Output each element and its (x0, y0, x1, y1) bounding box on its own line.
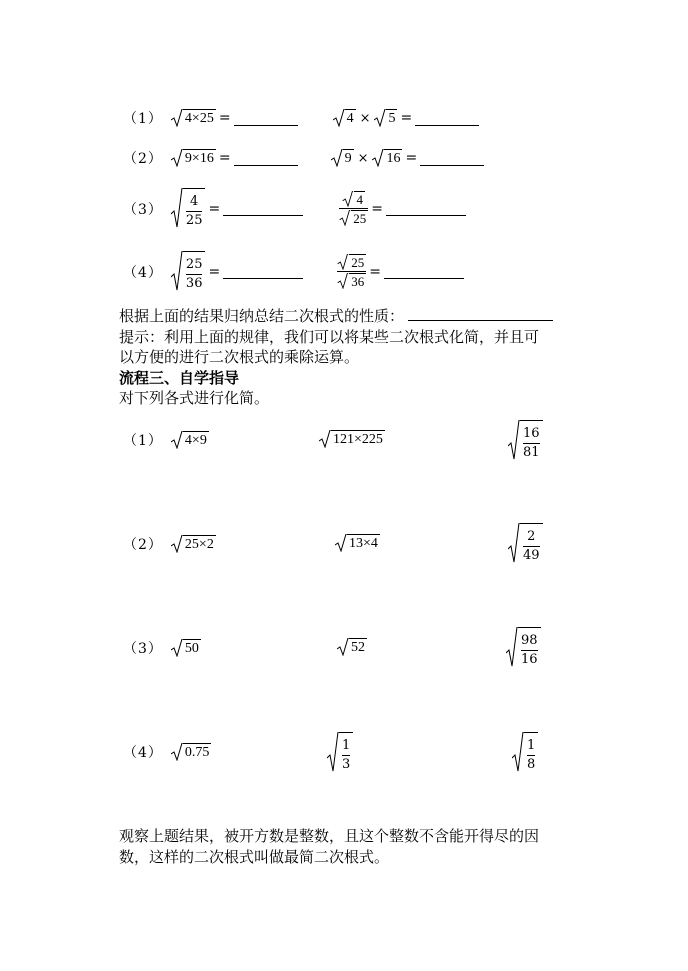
radical-sign (331, 149, 343, 167)
numerator: 98 (521, 633, 538, 648)
sqrt-expression (337, 254, 366, 270)
radical-sign (372, 149, 384, 167)
numerator: 4 (190, 194, 199, 209)
instruction-text: 对下列各式进行化简。 (119, 389, 270, 407)
equals-sign: = (218, 110, 231, 126)
answer-blank[interactable] (386, 201, 466, 216)
row-label: （4） (123, 745, 163, 761)
radical-sign (339, 210, 351, 226)
radical-sign (374, 109, 386, 127)
sqrt-expression (331, 149, 354, 167)
radicand: 36 (351, 274, 365, 289)
sqrt-expression (337, 273, 366, 289)
exercise-row-2 (123, 148, 484, 168)
conclusion-line-2: 数，这样的二次根式叫做最简二次根式。 (119, 848, 390, 866)
radicand: 4 (346, 111, 354, 126)
times-sign: × (357, 150, 369, 166)
radical-sign (171, 188, 183, 228)
radicand: 121×225 (333, 432, 383, 447)
radicand: 16 (386, 151, 401, 166)
radical-sign (335, 534, 347, 552)
simplify-row-2 (123, 534, 216, 554)
radical-sign (333, 109, 345, 127)
sqrt-expression (339, 210, 368, 226)
sqrt-expression (319, 430, 385, 448)
radicand: 25×2 (184, 537, 214, 552)
row-label: （1） (123, 433, 163, 449)
radical-sign (171, 639, 183, 657)
equals-sign: = (218, 150, 231, 166)
answer-blank[interactable] (415, 111, 479, 126)
answer-blank[interactable] (234, 111, 298, 126)
equals-sign: = (369, 263, 381, 280)
equals-sign: = (371, 200, 383, 217)
row-label: （3） (123, 641, 163, 657)
sqrt-expression (171, 639, 201, 657)
sqrt-fraction (171, 188, 206, 229)
radicand: 9×16 (184, 151, 214, 166)
sqrt-expression (342, 191, 365, 207)
radical-sign (171, 251, 183, 291)
fraction-of-roots (339, 191, 368, 226)
row-label: （2） (123, 537, 163, 553)
radical-sign (337, 638, 349, 656)
answer-blank[interactable] (384, 264, 464, 279)
denominator: 36 (185, 276, 203, 291)
equals-sign: = (405, 150, 418, 166)
sqrt-expression (171, 431, 209, 449)
sqrt-expression (333, 109, 356, 127)
sqrt-expression (171, 743, 212, 761)
exercise-row-1 (123, 108, 479, 128)
hint-line-2: 以方便的进行二次根式的乘除运算。 (119, 348, 360, 366)
radicand: 25 (351, 255, 365, 270)
sqrt-fraction (508, 420, 543, 461)
row-label: （1） (123, 111, 163, 127)
radicand: 25 (353, 211, 367, 226)
sqrt-expression (372, 149, 402, 167)
sqrt-expression (171, 535, 216, 553)
radicand: 4 (356, 192, 363, 207)
summary-line (119, 306, 553, 326)
sqrt-expression (374, 109, 397, 127)
radical-sign (508, 523, 520, 563)
radicand: 13×4 (349, 536, 378, 551)
simplify-2-b (335, 534, 380, 552)
numerator: 25 (185, 257, 203, 272)
radical-sign (342, 191, 354, 207)
row-label: （4） (123, 264, 163, 281)
exercise-row-3 (123, 188, 466, 229)
summary-answer-blank[interactable] (408, 306, 553, 321)
simplify-4-c (512, 732, 538, 773)
denominator: 49 (523, 548, 540, 563)
radical-sign (506, 627, 518, 667)
radical-sign (337, 254, 349, 270)
denominator: 16 (521, 652, 538, 667)
radicand: 4×25 (184, 111, 214, 126)
row-label: （2） (123, 151, 163, 167)
numerator: 1 (342, 738, 351, 753)
radical-sign (512, 732, 524, 772)
numerator: 2 (527, 529, 536, 544)
simplify-row-4 (123, 742, 211, 762)
radicand: 50 (184, 641, 199, 656)
row-label: （3） (123, 201, 163, 218)
equals-sign: = (400, 110, 413, 126)
summary-text: 根据上面的结果归纳总结二次根式的性质： (119, 307, 405, 325)
sqrt-expression (171, 109, 216, 127)
radical-sign (171, 109, 183, 127)
radicand: 52 (351, 640, 365, 655)
simplify-3-c (506, 627, 541, 668)
radical-sign (171, 535, 183, 553)
answer-blank[interactable] (420, 151, 484, 166)
simplify-row-3 (123, 638, 201, 658)
fraction-of-roots (337, 254, 366, 289)
simplify-4-b (327, 732, 353, 773)
answer-blank[interactable] (234, 151, 298, 166)
answer-blank[interactable] (223, 264, 303, 279)
numerator: 16 (523, 426, 540, 441)
numerator: 1 (527, 738, 536, 753)
conclusion-line-1: 观察上题结果，被开方数是整数，且这个整数不含能开得尽的因 (119, 827, 540, 845)
denominator: 8 (527, 757, 536, 772)
radical-sign (171, 431, 183, 449)
equals-sign: = (208, 200, 221, 217)
radical-sign (171, 149, 183, 167)
radical-sign (319, 430, 331, 448)
radicand: 9 (344, 151, 352, 166)
radicand: 5 (388, 111, 396, 126)
sqrt-expression (171, 149, 216, 167)
radicand: 0.75 (184, 745, 210, 760)
simplify-1-b (319, 430, 385, 448)
sqrt-fraction (512, 732, 538, 773)
radical-sign (171, 743, 183, 761)
simplify-1-c (508, 420, 543, 461)
denominator: 3 (342, 757, 351, 772)
sqrt-expression (335, 534, 380, 552)
answer-blank[interactable] (223, 201, 303, 216)
process-title: 流程三、自学指导 (119, 369, 240, 387)
denominator: 81 (523, 445, 540, 460)
denominator: 25 (185, 213, 203, 228)
times-sign: × (359, 110, 371, 126)
simplify-2-c (508, 523, 543, 564)
radicand: 4×9 (184, 433, 207, 448)
simplify-3-b (337, 638, 367, 656)
radical-sign (327, 732, 339, 772)
radical-sign (508, 420, 520, 460)
hint-line-1: 提示：利用上面的规律，我们可以将某些二次根式化简，并且可 (119, 328, 540, 346)
sqrt-fraction (171, 251, 206, 292)
sqrt-fraction (506, 627, 541, 668)
equals-sign: = (208, 263, 221, 280)
radical-sign (337, 273, 349, 289)
sqrt-fraction (327, 732, 353, 773)
sqrt-fraction (508, 523, 543, 564)
sqrt-expression (337, 638, 367, 656)
exercise-row-4 (123, 251, 464, 292)
simplify-row-1 (123, 430, 209, 450)
